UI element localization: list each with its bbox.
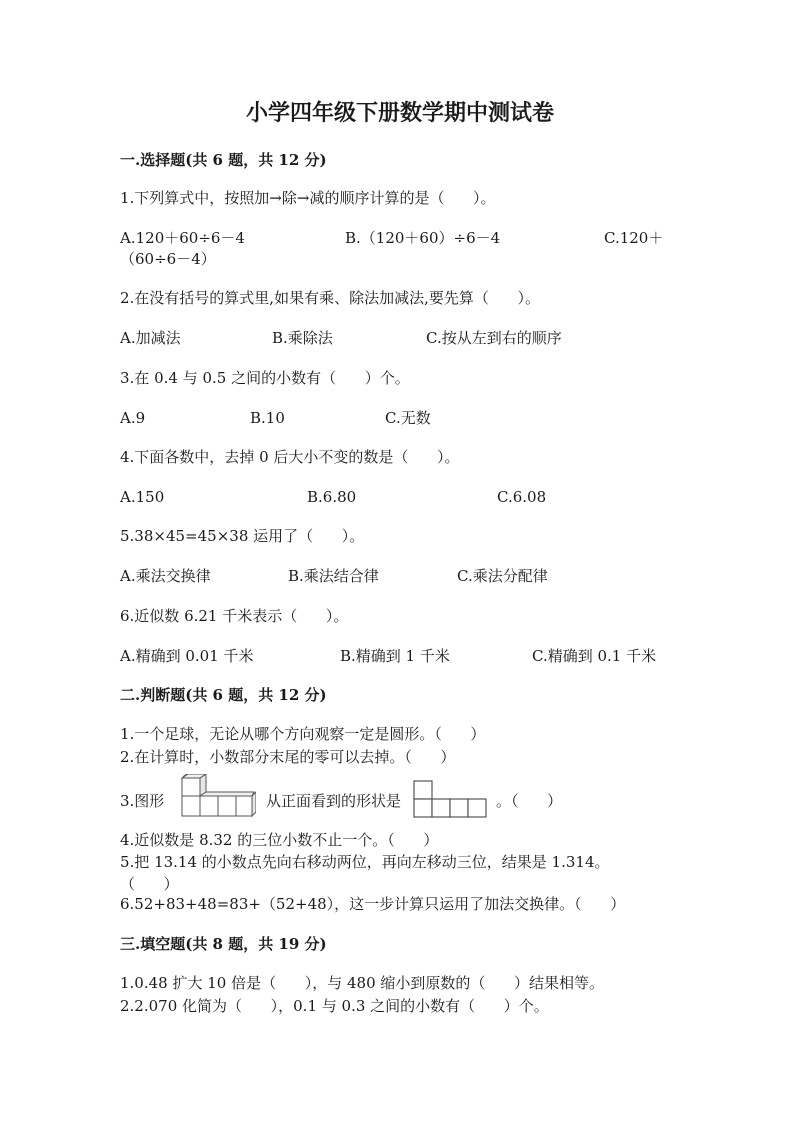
option-b: B.乘除法: [272, 329, 333, 347]
option-b: B.（120＋60）÷6－4: [345, 229, 501, 247]
section-heading-choice: 一.选择题(共 6 题，共 12 分): [120, 151, 327, 169]
option-a: A.乘法交换律: [120, 567, 211, 585]
statement: 6.52+83+48=83+（52+48），这一步计算只运用了加法交换律。（ ）: [120, 895, 626, 913]
option-c: C.按从左到右的顺序: [426, 329, 562, 347]
option-b: B.10: [250, 409, 285, 427]
statement-suffix: 。（ ）: [496, 792, 563, 810]
question-stem: 2.在没有括号的算式里,如果有乘、除法加减法,要先算（ ）。: [120, 289, 540, 307]
front-view-figure: [412, 779, 492, 819]
question-stem: 1.下列算式中，按照加→除→减的顺序计算的是（ ）。: [120, 189, 496, 207]
fill-question: 1.0.48 扩大 10 倍是（ ），与 480 缩小到原数的（ ）结果相等。: [120, 974, 604, 992]
statement: 2.在计算时，小数部分末尾的零可以去掉。（ ）: [120, 748, 456, 766]
statement: 4.近似数是 8.32 的三位小数不止一个。（ ）: [120, 831, 439, 849]
option-a: A.精确到 0.01 千米: [120, 647, 254, 665]
option-c: C.6.08: [497, 488, 547, 506]
option-c: C.120＋: [604, 229, 664, 247]
option-a: A.加减法: [120, 329, 181, 347]
question-stem: 4.下面各数中，去掉 0 后大小不变的数是（ ）。: [120, 448, 460, 466]
section-heading-judgement: 二.判断题(共 6 题，共 12 分): [120, 686, 327, 704]
statement-middle: 从正面看到的形状是: [266, 792, 402, 810]
option-b: B.精确到 1 千米: [340, 647, 450, 665]
statement: 5.把 13.14 的小数点先向右移动两位，再向左移动三位，结果是 1.314。: [120, 853, 610, 871]
section-heading-fill: 三.填空题(共 8 题，共 19 分): [120, 935, 327, 953]
question-stem: 3.在 0.4 与 0.5 之间的小数有（ ）个。: [120, 369, 410, 387]
option-b: B.6.80: [307, 488, 357, 506]
option-c: C.乘法分配律: [457, 567, 548, 585]
question-stem: 6.近似数 6.21 千米表示（ ）。: [120, 607, 349, 625]
statement: 1.一个足球，无论从哪个方向观察一定是圆形。（ ）: [120, 725, 486, 743]
option-a: A.150: [120, 488, 165, 506]
option-b: B.乘法结合律: [288, 567, 379, 585]
statement-continuation: （ ）: [120, 875, 179, 893]
option-c-continuation: （60÷6－4）: [120, 250, 216, 268]
page-title: 小学四年级下册数学期中测试卷: [245, 100, 554, 126]
option-c: C.精确到 0.1 千米: [532, 647, 657, 665]
fill-question: 2.2.070 化简为（ ），0.1 与 0.3 之间的小数有（ ）个。: [120, 997, 549, 1015]
statement-prefix: 3.图形: [120, 792, 165, 810]
option-a: A.120＋60÷6－4: [120, 229, 245, 247]
cube-stack-figure: [176, 774, 256, 820]
option-a: A.9: [120, 409, 146, 427]
question-stem: 5.38×45=45×38 运用了（ ）。: [120, 527, 365, 545]
option-c: C.无数: [385, 409, 431, 427]
